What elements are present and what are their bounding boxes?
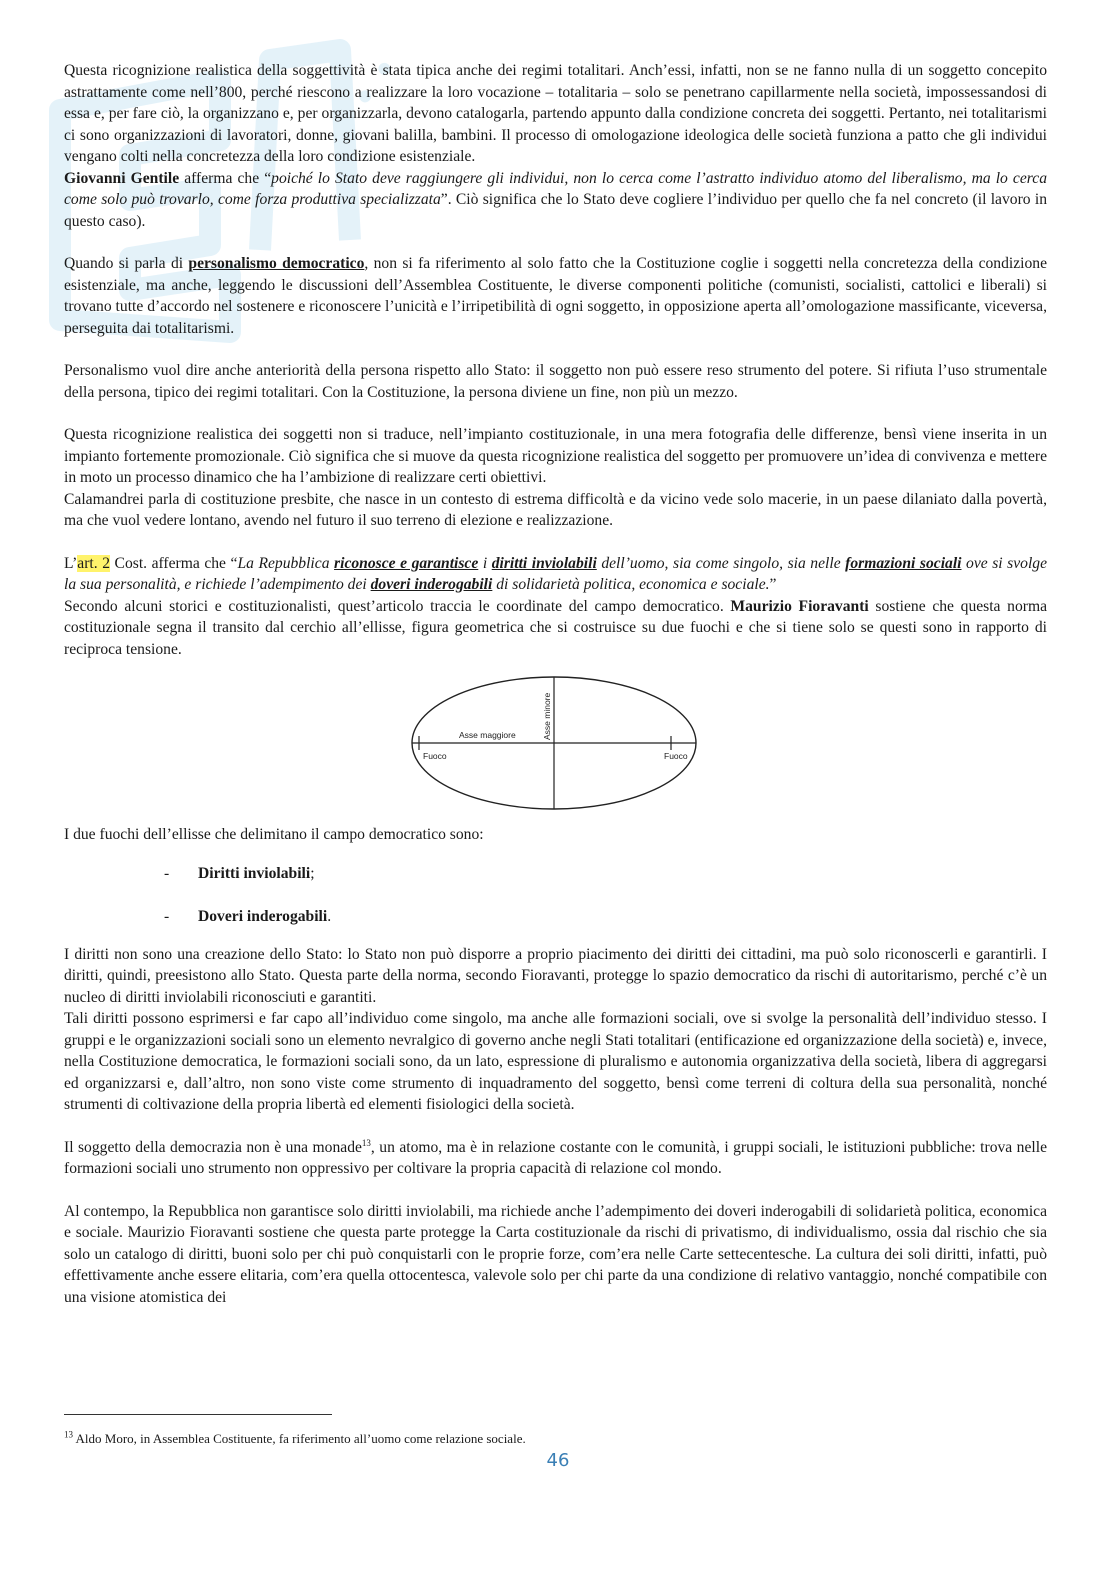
page-number: 46 — [546, 1450, 570, 1471]
article-text-2: i — [478, 554, 492, 572]
article-prefix: L’ — [64, 554, 78, 572]
paragraph-2-text-b: ”. Ciò significa che lo Stato deve cogliere l’individuo per quello che fa nel concreto (il lavoro in questo caso). — [64, 191, 1047, 230]
paragraph-3-text-a: Quando si parla di — [64, 255, 189, 272]
list-item-diritti-label: Diritti inviolabili — [198, 864, 311, 882]
paragraph-5: Questa ricognizione realistica dei soggetti non si traduce, nell’impianto costituzionale, in una mera fotografia delle differenze, bensì viene inserita in un impianto fortemente promozionale. Ciò significa che si muove da questa ricognizione realistica del soggetto per promuovere un’idea di convivenza e mettere in moto un processo dinamico che ha l’ambizione di realizzare certi obiettivi. — [64, 426, 1047, 486]
paragraph-4: Personalismo vuol dire anche anteriorità della persona rispetto allo Stato: il soggetto non può essere reso strumento del potere. Si rifiuta l’uso strumentale della persona, tipico dei regimi totalitari. Con la Costituzione, la persona diviene un fine, non più un mezzo. — [64, 362, 1047, 401]
paragraph-3 — [64, 253, 1047, 339]
paragraph-8-text-a: Secondo alcuni storici e costituzionalisti, quest’articolo traccia le coordinate del campo democratico. — [64, 597, 731, 615]
article-2-highlight: art. 2 — [77, 554, 110, 572]
paragraph-12-text-a: Il soggetto della democrazia non è una monade — [64, 1138, 362, 1156]
list-item-doveri-label: Doveri inderogabili — [198, 907, 328, 925]
paragraph-2-text-a: afferma che “ — [179, 169, 272, 187]
list-item-doveri-punct: . — [327, 907, 332, 925]
label-fuoco-left: Fuoco — [423, 751, 447, 761]
label-fuoco-right: Fuoco — [664, 751, 688, 761]
list-dash: - — [164, 907, 170, 925]
footnote-text: Aldo Moro, in Assemblea Costituente, fa riferimento all’uomo come relazione sociale. — [73, 1431, 526, 1446]
paragraph-8 — [64, 596, 1047, 661]
article-text-5: di solidarietà politica, economica e sociale. — [492, 576, 770, 593]
term-formazioni-sociali: formazioni sociali — [845, 554, 962, 572]
article-text-1: La Repubblica — [237, 554, 335, 572]
list-item-doveri — [64, 895, 1047, 938]
article-close-quote: ” — [769, 576, 777, 593]
term-personalismo-democratico: personalismo democratico — [188, 255, 365, 272]
footnote-number: 13 — [64, 1429, 73, 1440]
term-riconosce-e-garantisce: riconosce e garantisce — [334, 554, 479, 572]
paragraph-11: Tali diritti possono esprimersi e far capo all’individuo come singolo, ma anche alle formazioni sociali, ove si svolge la personalità dell’individuo stesso. I gruppi e le organizzazioni sociali sono un elemento nevralgico di governo anche negli Stati totalitari (entificazione ed organizzazione della società) e, invece, nella Costituzione democratica, le formazioni sociali sono, da un lato, espressione di pluralismo e autonomia organizzativa della società, libera di aggregarsi ed organizzarsi e, dall’altro, non sono viste come strumento di inquadramento del soggetto, bensì come terreni di coltura della sua personalità, nonché strumenti di coltivazione della propria libertà ed elementi fisiologici della società. — [64, 1010, 1047, 1113]
watermark-text-icon: • • • — [324, 49, 409, 146]
footnote — [64, 1430, 526, 1447]
author-name-gentile: Giovanni Gentile — [64, 169, 180, 187]
article-text-3: dell’uomo, sia come singolo, sia nelle — [596, 554, 846, 572]
paragraph-7-article-2 — [64, 553, 1047, 596]
paragraph-9: I due fuochi dell’ellisse che delimitano il campo democratico sono: — [64, 826, 484, 843]
paragraph-6: Calamandrei parla di costituzione presbite, che nasce in un contesto di estrema difficoltà e da vicino vede solo macerie, in un paese dilaniato dalla povertà, ma che vuol vedere lontano, avendo nel futuro il suo terreno di elezione e realizzazione. — [64, 490, 1047, 529]
footnote-ref[interactable]: 13 — [361, 1137, 371, 1148]
paragraph-3-text-b: , non si fa riferimento al solo fatto che la Costituzione coglie i soggetti nella concretezza della condizione esistenziale, ma anche, leggendo le discussioni dell’Assemblea Costituente, le diverse componenti politiche (comunisti, socialisti, cattolici e liberali) si trovano tutte d’accordo nel sostenere e riconoscere l’unicità e l’irripetibilità di ogni soggetto, in opposizione aperta all’omologazione massificante, viceversa, perseguita dai totalitarismi. — [64, 255, 1047, 337]
paragraph-1: Questa ricognizione realistica della soggettività è stata tipica anche dei regimi totalitari. Anch’essi, infatti, non se ne fanno nulla di un soggetto concepito astrattamente come nell’800, perché riescono a realizzare la loro vocazione – totalitaria – solo se penetrano capillarmente nella società, impossessandosi di essa e, per fare ciò, la organizzano e, per organizzarla, devono catalogarla, partendo appunto dalla condizione concreta dei soggetti. Pertanto, nei totalitarismi ci sono organizzazioni di lavoratori, donne, giovani balilla, bambini. Il processo di omologazione ideologica delle società funziona a patto che gli individui vengano colti nella concretezza della loro condizione esistenziale. — [64, 62, 1047, 165]
paragraph-8-text-b: sostiene che questa norma costituzionale segna il transito dal cerchio all’ellisse, figura geometrica che si costruisce su due fuochi e che si tiene solo se questi sono in rapporto di reciproca tensione. — [64, 597, 1047, 658]
term-doveri-inderogabili: doveri inderogabili — [370, 576, 493, 593]
paragraph-2 — [64, 168, 1047, 233]
list-item-diritti-punct: ; — [310, 864, 315, 882]
paragraph-12-text-b: , un atomo, ma è in relazione costante con le comunità, i gruppi sociali, le istituzioni pubbliche: trova nelle formazioni sociali uno strumento non oppressivo per coltivare la propria capacità di relazione col mondo. — [64, 1138, 1047, 1177]
term-diritti-inviolabili: diritti inviolabili — [491, 554, 597, 572]
gentile-quote: poiché lo Stato deve raggiungere gli individui, non lo cerca come l’astratto individuo atomo del liberalismo, ma lo cerca come solo può trovarlo, come forza produttiva specializzata — [64, 169, 1047, 208]
list-item-diritti — [64, 852, 1047, 895]
ellipse-figure — [64, 674, 1047, 814]
article-cost-text: Cost. afferma che “ — [110, 554, 238, 572]
document-body — [64, 60, 1047, 1308]
article-text-4: ove si svolge la sua personalità, e richiede l’adempimento dei — [64, 554, 1048, 593]
label-asse-minore: Asse minore — [542, 692, 552, 740]
label-asse-maggiore: Asse maggiore — [459, 730, 516, 740]
foci-list — [64, 852, 1047, 938]
paragraph-13: Al contempo, la Repubblica non garantisce solo diritti inviolabili, ma richiede anche l’adempimento dei doveri inderogabili di solidarietà politica, economica e sociale. Maurizio Fioravanti sostiene che questa parte protegge la Carta costituzionale da rischi di privatismo, di individualismo, ossia dal rischio che sia solo un catalogo di diritti, buoni solo per chi può conquistarli con le proprie forze, com’era nelle Carte settecentesche. La cultura dei soli diritti, infatti, può effettivamente anche essere elitaria, com’era quella ottocentesca, valevole solo per chi parte da una condizione di relativo vantaggio, nonché compatibile con una visione atomistica dei — [64, 1202, 1047, 1306]
paragraph-12 — [64, 1137, 1047, 1180]
ellipse-diagram — [409, 674, 699, 812]
paragraph-10: I diritti non sono una creazione dello Stato: lo Stato non può disporre a proprio piacimento dei diritti dei cittadini, ma può solo riconoscerli e garantirli. I diritti, quindi, preesistono allo Stato. Questa parte della norma, secondo Fioravanti, protegge lo spazio democratico da rischi di autoritarismo, perché c’è un nucleo di diritti inviolabili riconosciuti e garantiti. — [64, 945, 1047, 1006]
footnote-divider — [64, 1414, 332, 1415]
author-name-fioravanti: Maurizio Fioravanti — [730, 597, 869, 615]
list-dash: - — [164, 864, 170, 882]
